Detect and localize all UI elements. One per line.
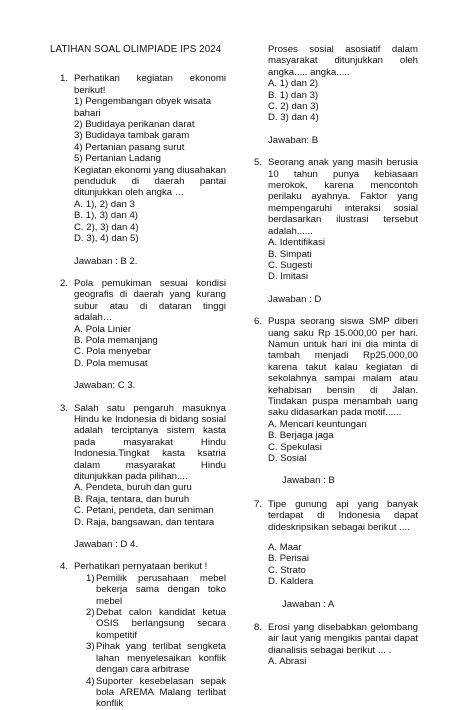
option: D. Sosial: [268, 453, 307, 464]
statement-text: Suporter kesebelasan sepak bola AREMA Malang terlibat konflik: [96, 675, 226, 710]
question-number: 2.: [60, 277, 69, 289]
question-number: 8.: [254, 622, 263, 634]
statement-item: 1) Pengembangan obyek wisata bahari: [74, 96, 212, 119]
question-number: 4.: [60, 561, 69, 573]
question-number: 7.: [254, 498, 263, 510]
question-number: 5.: [254, 157, 263, 169]
option: B. Perisai: [268, 553, 310, 565]
question-number: 1.: [60, 73, 69, 85]
statement-item: [74, 607, 226, 641]
statement-number: 1): [86, 572, 95, 584]
answer-5: Jawaban : D: [268, 293, 322, 305]
question-stem-continued: Proses sosial asosiatif dalam masyarakat ditunjukkan oleh angka..... angka.....: [268, 44, 418, 78]
option: C. 2) dan 3): [268, 101, 319, 113]
question-2: [48, 278, 226, 369]
option: A. Mencari keuntungan: [268, 418, 367, 430]
question-6: [242, 316, 418, 464]
option: A. Pola Linier: [74, 323, 132, 335]
document-title: LATIHAN SOAL OLIMPIADE IPS 2024: [50, 44, 222, 55]
question-stem: Tipe gunung api yang banyak terdapat di Indonesia dapat dideskripsikan sebagai berikut ....: [268, 498, 418, 533]
option: D. Raja, bangsawan, dan tentara: [74, 516, 215, 528]
statement-number: 4): [86, 675, 95, 687]
option: B. 1), 3) dan 4): [74, 210, 138, 222]
statement-text: Pihak yang terlibat sengketa lahan menyelesaikan konflik dengan cara arbitrase: [96, 641, 226, 676]
question-8: [242, 622, 418, 668]
option: C. Sugesti: [268, 259, 313, 271]
option: B. Simpati: [268, 248, 312, 260]
option: B. Pola memanjang: [74, 334, 158, 346]
question-7: [242, 499, 418, 588]
option: C. Pola menyebar: [74, 346, 151, 358]
option: D. Imitasi: [268, 271, 308, 283]
answer-2: Jawaban: C 3.: [74, 380, 136, 392]
statement-item: 5) Pertanian Ladang: [74, 153, 161, 165]
option: C. Spekulasi: [268, 441, 322, 453]
question-stem: Salah satu pengaruh masuknya Hindu ke Indonesia di bidang sosial adalah terciptanya sistem kasta pada masyarakat Hindu Indonesia.Tingkat kasta ksatria dalam masyarakat Hindu ditunjukkan pada pilihan....: [74, 402, 226, 482]
question-stem: Pola pemukiman sesuai kondisi geografis di daerah yang kurang subur atau di dataran tinggi adalah…: [74, 277, 226, 324]
question-stem: Perhatikan kegiatan ekonomi berikut!: [74, 73, 226, 96]
statement-item: [74, 676, 226, 710]
option: A. Pendeta, buruh dan guru: [74, 482, 192, 494]
option: D. Kaldera: [268, 576, 314, 588]
option: C. Petani, pendeta, dan seniman: [74, 505, 214, 517]
option: C. Strato: [268, 564, 306, 576]
question-stem: Erosi yang disebabkan gelombang air laut yang mengikis pantai dapat dianalisis sebagai berikut ... .: [268, 622, 418, 656]
left-column: [48, 44, 226, 710]
question-number: 6.: [254, 316, 263, 328]
statement-item: 4) Pertanian pasang surut: [74, 141, 185, 153]
answer-4: Jawaban: B: [268, 134, 319, 146]
question-stem: Perhatikan pernyataan berikut !: [74, 561, 208, 573]
spacer: [268, 533, 418, 542]
question-4: [48, 561, 226, 709]
question-number: 3.: [60, 402, 69, 414]
statement-number: 2): [86, 607, 95, 619]
answer-3: Jawaban : D 4.: [74, 539, 138, 551]
question-stem-continued: Kegiatan ekonomi yang diusahakan penduduk di daerah pantai ditunjukkan oleh angka …: [74, 164, 227, 199]
option: B. Berjaga jaga: [268, 430, 334, 442]
option: A. 1) dan 2): [268, 78, 319, 90]
option: D. 3) dan 4): [268, 112, 319, 124]
question-4-continued: [242, 44, 418, 124]
statement-item: 2) Budidaya perikanan darat: [74, 119, 195, 131]
statement-text: Pemilik perusahaan mebel bekerja sama dengan toko mebel: [96, 572, 226, 607]
statement-item: [74, 573, 226, 607]
option: A. 1), 2) dan 3: [74, 198, 135, 210]
right-column: [242, 44, 418, 668]
option: C. 2), 3) dan 4): [74, 221, 139, 233]
answer-7: Jawaban : A: [282, 598, 335, 610]
question-3: [48, 403, 226, 528]
answer-1: Jawaban : B 2.: [74, 255, 138, 267]
option: B. 1) dan 3): [268, 89, 319, 101]
statement-number: 3): [86, 641, 95, 653]
option: A. Identifikasi: [268, 237, 326, 249]
statement-item: [74, 641, 226, 675]
statement-item: 3) Budidaya tambak garam: [74, 130, 190, 142]
option: B. Raja, tentara, dan buruh: [74, 493, 190, 505]
statement-text: Debat calon kandidat ketua OSIS berlangsung secara kompetitif: [96, 607, 226, 641]
option: A. Maar: [268, 542, 302, 554]
answer-6: Jawaban : B: [282, 475, 335, 487]
option: D. 3), 4) dan 5): [74, 233, 139, 245]
question-5: [242, 157, 418, 282]
question-1: [48, 73, 226, 244]
option: D. Pola memusat: [74, 357, 148, 369]
question-stem: Puspa seorang siswa SMP diberi uang saku Rp 15.000,00 per hari. Namun untuk hari ini dia minta di tambah menjadi Rp25.000,00 karena takut kalau kegiatan di sekolahnya sampai malam atau kehabisan bensin di Jalan. Tindakan puspa menambah uang saku didasarkan pada motif......: [268, 316, 418, 419]
option: A. Abrasi: [268, 656, 307, 668]
question-stem: Seorang anak yang masih berusia 10 tahun punya kebiasaan merokok, karena mencontoh perilaku ayahnya. Faktor yang mempengaruhi interaksi sosial berdasarkan ilustrasi tersebut adalah......: [268, 157, 418, 237]
